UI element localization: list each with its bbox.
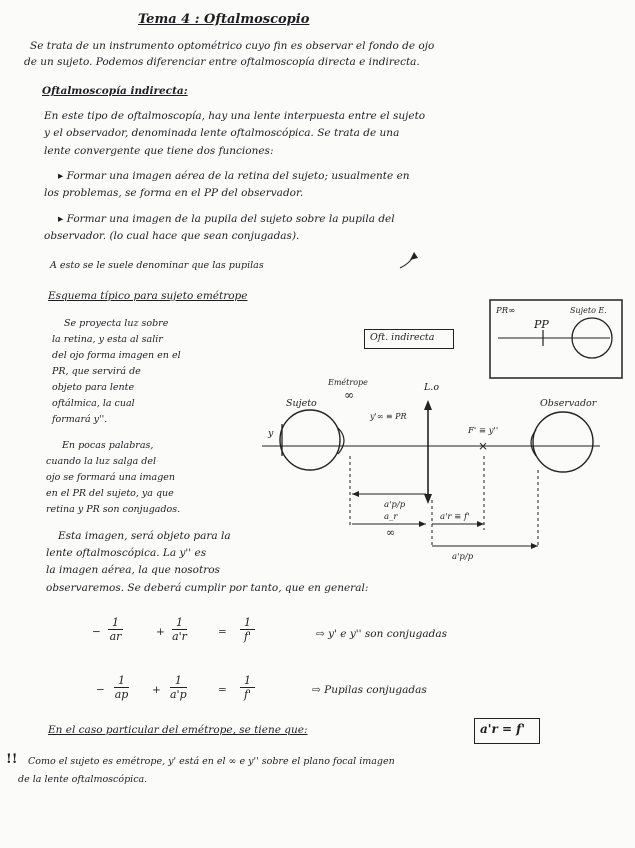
label-focal: F' ≡ y'': [468, 426, 499, 436]
left-text2-3: ojo se formará una imagen: [46, 472, 176, 483]
label-y: y: [268, 428, 274, 439]
eq2-frac2: $\frac{1}{a'p}$: [170, 674, 187, 701]
label-lens: L.o: [424, 382, 440, 393]
left-text2-4: en el PR del sujeto, ya que: [46, 488, 174, 499]
left-text2-5: retina y PR son conjugados.: [46, 504, 181, 515]
bullet-1-line-1: ▸ Formar una imagen aérea de la retina del sujeto; usualmente en: [58, 170, 410, 182]
left-text-1: Se proyecta luz sobre: [64, 318, 169, 329]
lens-arrow-bottom: [424, 494, 432, 504]
label-apup: a'p/p: [384, 500, 406, 510]
para1-line-3: lente convergente que tiene dos funciones:: [44, 145, 274, 157]
para-bottom-3: la imagen aérea, la que nosotros: [46, 564, 220, 576]
inset-label-sujeto: Sujeto E.: [570, 306, 607, 315]
eq2-frac3: $\frac{1}{f'}$: [240, 674, 255, 701]
boxed-equation: a'r = f': [480, 722, 526, 736]
left-text-6: oftálmica, la cual: [52, 398, 135, 409]
label-y-pr: y'∞ ≡ PR: [370, 412, 407, 421]
esquema-heading: Esquema típico para sujeto emétrope: [48, 290, 248, 302]
label-observador: Observador: [540, 398, 597, 409]
final-note-2: de la lente oftalmoscópica.: [18, 774, 148, 785]
exclamation-icon: !!: [6, 752, 18, 767]
label-emetrope: Emétrope: [328, 378, 368, 387]
eq2-equals: =: [218, 684, 227, 696]
subject-eye: [280, 410, 340, 470]
page-title: Tema 4 : Oftalmoscopio: [138, 12, 310, 27]
left-text-2: la retina, y esta al salir: [52, 334, 163, 345]
left-text-4: PR, que servirá de: [52, 366, 141, 377]
note-arrow: [400, 254, 414, 268]
label-infinity: ∞: [344, 388, 354, 402]
focal-point-mark: ×: [478, 439, 489, 453]
particular-case: En el caso particular del emétrope, se tiene que:: [48, 724, 308, 736]
inset-label-pp: PP: [534, 318, 549, 331]
para-bottom-1: Esta imagen, será objeto para la: [58, 530, 231, 542]
final-note-1: Como el sujeto es emétrope, y' está en el ∞ e y'' sobre el plano focal imagen: [28, 756, 395, 767]
eq2-plus: +: [152, 684, 161, 696]
eq1-note: ⇨ y' e y'' son conjugadas: [316, 628, 448, 640]
eq1-frac2: $\frac{1}{a'r}$: [172, 616, 187, 643]
intro-line-2: de un sujeto. Podemos diferenciar entre oftalmoscopía directa e indirecta.: [24, 56, 420, 68]
note-pupils: A esto se le suele denominar que las pupilas: [50, 260, 264, 271]
left-text-3: del ojo forma imagen en el: [52, 350, 181, 361]
eq1-equals: =: [218, 626, 227, 638]
label-sujeto: Sujeto: [286, 398, 317, 409]
observer-eye: [533, 412, 593, 472]
inset-label-pr: PR∞: [496, 306, 516, 316]
label-inf2: ∞: [386, 526, 396, 539]
left-text-7: formará y''.: [52, 414, 108, 425]
para-bottom-2: lente oftalmoscópica. La y'' es: [46, 547, 207, 559]
para-bottom-4: observaremos. Se deberá cumplir por tanto, que en general:: [46, 582, 369, 594]
intro-line-1: Se trata de un instrumento optométrico cuyo fin es observar el fondo de ojo: [30, 40, 435, 52]
eq1-plus: +: [156, 626, 165, 638]
eq1-frac3: $\frac{1}{f'}$: [240, 616, 255, 643]
left-text2-1: En pocas palabras,: [62, 440, 154, 451]
left-text-5: objeto para lente: [52, 382, 135, 393]
eq1-sign: −: [92, 626, 101, 638]
bullet-2-line-2: observador. (lo cual hace que sean conjugadas).: [44, 230, 300, 242]
para1-line-2: y el observador, denominada lente oftalmoscópica. Se trata de una: [44, 127, 400, 139]
para1-line-1: En este tipo de oftalmoscopía, hay una lente interpuesta entre el sujeto: [44, 110, 426, 122]
eq2-note: ⇨ Pupilas conjugadas: [312, 684, 427, 696]
eq1-frac1: $\frac{1}{ar}$: [109, 616, 122, 643]
lens-arrow-top: [424, 400, 432, 410]
left-text2-2: cuando la luz salga del: [46, 456, 157, 467]
bullet-2-line-1: ▸ Formar una imagen de la pupila del sujeto sobre la pupila del: [58, 213, 395, 225]
label-arf: a'r ≡ f': [440, 512, 470, 522]
bullet-1-line-2: los problemas, se forma en el PP del observador.: [44, 187, 304, 199]
label-apup2: a'p/p: [452, 552, 474, 562]
label-box-text: Oft. indirecta: [370, 332, 435, 343]
eq2-frac1: $\frac{1}{ap}$: [114, 674, 129, 701]
section-heading: Oftalmoscopía indirecta:: [42, 85, 188, 97]
eq2-sign: −: [96, 684, 105, 696]
label-ar: a_r: [384, 512, 398, 522]
